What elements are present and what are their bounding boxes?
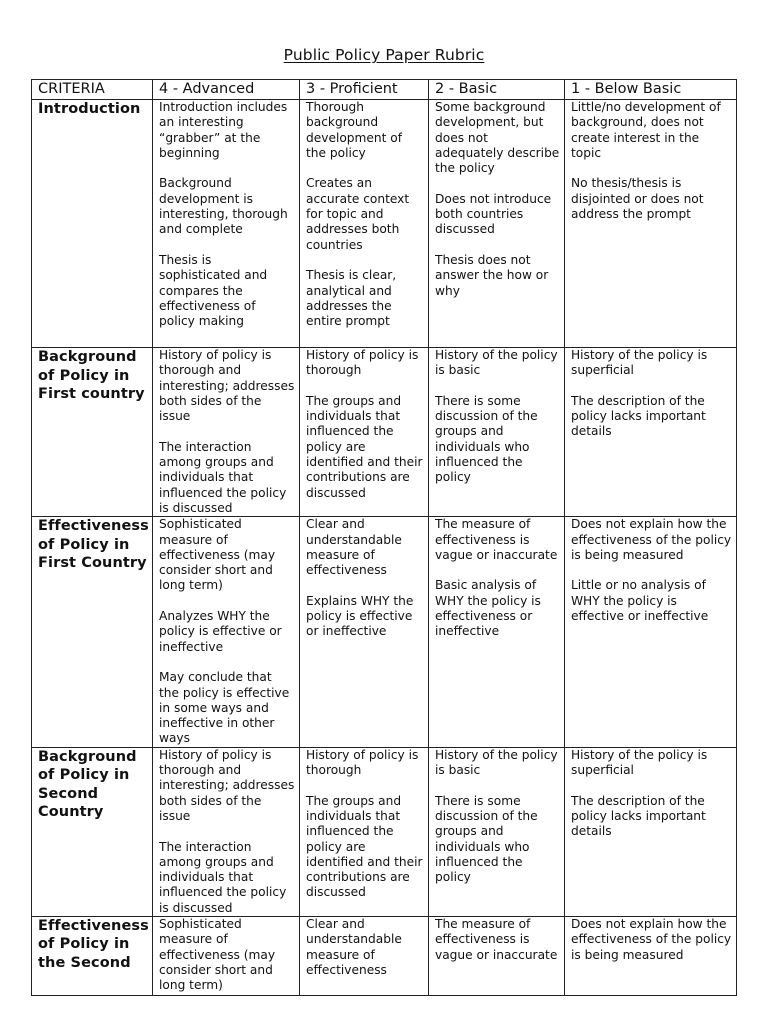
cell-proficient <box>300 348 429 517</box>
criterion-background-first: Background of Policy in First country <box>32 348 153 517</box>
cell-advanced <box>153 747 300 916</box>
header-proficient: 3 - Proficient <box>300 80 429 100</box>
descriptor: There is some discussion of the groups and individuals who influenced the policy <box>435 393 538 485</box>
page-title: Public Policy Paper Rubric <box>283 46 485 64</box>
cell-basic <box>429 348 565 517</box>
descriptor: Basic analysis of WHY the policy is effectiveness or ineffective <box>435 578 541 639</box>
cell-advanced <box>153 517 300 747</box>
descriptor: The description of the policy lacks important details <box>571 393 706 439</box>
cell-below-basic <box>565 747 737 916</box>
cell-basic <box>429 100 565 348</box>
cell-proficient <box>300 517 429 747</box>
descriptor: The groups and individuals that influenced the policy are identified and their contributions are discussed <box>306 393 423 500</box>
descriptor: Sophisticated measure of effectiveness (may consider short and long term) <box>159 517 276 593</box>
descriptor: Creates an accurate context for topic and addresses both countries <box>306 176 410 252</box>
descriptor: Some background development, but does not adequately describe the policy <box>435 100 560 176</box>
descriptor: History of policy is thorough <box>306 348 419 378</box>
cell-below-basic <box>565 517 737 747</box>
header-below-basic: 1 - Below Basic <box>565 80 737 100</box>
cell-proficient <box>300 100 429 348</box>
descriptor: History of policy is thorough and interesting; addresses both sides of the issue <box>159 747 295 823</box>
descriptor: History of the policy is basic <box>435 348 558 378</box>
table-row <box>32 916 737 995</box>
descriptor: History of the policy is superficial <box>571 348 708 378</box>
criterion-introduction: Introduction <box>32 100 153 348</box>
descriptor: Analyzes WHY the policy is effective or ineffective <box>159 609 282 654</box>
descriptor: History of the policy is superficial <box>571 747 708 778</box>
descriptor: The groups and individuals that influenced the policy are identified and their contributions are discussed <box>306 793 423 900</box>
descriptor: Thesis is sophisticated and compares the effectiveness of policy making <box>159 252 268 329</box>
header-criteria: CRITERIA <box>32 80 153 100</box>
descriptor: Introduction includes an interesting “grabber” at the beginning <box>159 100 288 160</box>
descriptor: History of policy is thorough <box>306 747 419 778</box>
criterion-effectiveness-second: Effectiveness of Policy in the Second <box>32 916 153 995</box>
table-row <box>32 517 737 747</box>
criterion-effectiveness-first: Effectiveness of Policy in First Country <box>32 517 153 747</box>
cell-basic <box>429 747 565 916</box>
table-row <box>32 100 737 348</box>
descriptor: Does not introduce both countries discussed <box>435 191 552 237</box>
descriptor: Does not explain how the effectiveness of the policy is being measured <box>571 517 732 562</box>
descriptor: The interaction among groups and individuals that influenced the policy is discussed <box>159 839 287 915</box>
descriptor: Sophisticated measure of effectiveness (may consider short and long term) <box>159 916 276 993</box>
rubric-table <box>31 79 737 996</box>
descriptor: History of policy is thorough and interesting; addresses both sides of the issue <box>159 348 295 424</box>
descriptor: Does not explain how the effectiveness of the policy is being measured <box>571 916 732 962</box>
descriptor: There is some discussion of the groups and individuals who influenced the policy <box>435 793 538 885</box>
descriptor: Little or no analysis of WHY the policy is effective or ineffective <box>571 578 709 624</box>
header-advanced: 4 - Advanced <box>153 80 300 100</box>
descriptor: Thesis is clear, analytical and addresses the entire prompt <box>306 268 397 329</box>
descriptor: Explains WHY the policy is effective or ineffective <box>306 593 414 639</box>
descriptor: The measure of effectiveness is vague or inaccurate <box>435 517 558 562</box>
descriptor: Clear and understandable measure of effectiveness <box>306 517 402 578</box>
descriptor: Background development is interesting, thorough and complete <box>159 176 288 237</box>
descriptor: The interaction among groups and individuals that influenced the policy is discussed <box>159 439 287 515</box>
cell-advanced <box>153 916 300 995</box>
header-basic: 2 - Basic <box>429 80 565 100</box>
descriptor: Little/no development of background, does not create interest in the topic <box>571 100 721 160</box>
cell-proficient <box>300 916 429 995</box>
descriptor: The description of the policy lacks important details <box>571 793 706 839</box>
cell-below-basic <box>565 100 737 348</box>
criterion-background-second: Background of Policy in Second Country <box>32 747 153 916</box>
cell-below-basic <box>565 916 737 995</box>
descriptor: No thesis/thesis is disjointed or does not address the prompt <box>571 176 704 222</box>
descriptor: Thesis does not answer the how or why <box>435 252 549 298</box>
table-row <box>32 348 737 517</box>
descriptor: Thorough background development of the policy <box>306 100 403 160</box>
cell-below-basic <box>565 348 737 517</box>
cell-advanced <box>153 100 300 348</box>
cell-proficient <box>300 747 429 916</box>
table-row <box>32 747 737 916</box>
descriptor: History of the policy is basic <box>435 747 558 778</box>
header-row <box>32 80 737 100</box>
descriptor: The measure of effectiveness is vague or inaccurate <box>435 916 558 962</box>
cell-basic <box>429 517 565 747</box>
descriptor: Clear and understandable measure of effectiveness <box>306 916 402 977</box>
cell-basic <box>429 916 565 995</box>
descriptor: May conclude that the policy is effective in some ways and ineffective in other ways <box>159 670 290 746</box>
cell-advanced <box>153 348 300 517</box>
